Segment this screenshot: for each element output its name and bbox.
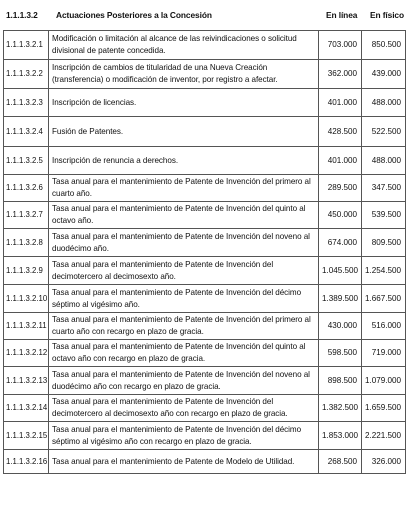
row-code: 1.1.1.3.2.5	[4, 147, 49, 175]
row-online-fee: 1.045.500	[319, 257, 362, 285]
column-header-physical: En físico	[370, 10, 405, 20]
section-code: 1.1.1.3.2	[6, 10, 38, 20]
row-code: 1.1.1.3.2.11	[4, 313, 49, 340]
section-title: Actuaciones Posteriores a la Concesión	[56, 10, 212, 20]
row-online-fee: 289.500	[319, 175, 362, 202]
row-physical-fee: 539.500	[362, 202, 406, 229]
table-row	[4, 367, 406, 395]
row-code: 1.1.1.3.2.1	[4, 31, 49, 60]
table-row	[4, 31, 406, 60]
row-code: 1.1.1.3.2.10	[4, 285, 49, 313]
row-physical-fee: 1.667.500	[362, 285, 406, 313]
table-row	[4, 313, 406, 340]
row-description: Tasa anual para el mantenimiento de Patente de Invención del noveno al duodécimo año con recargo en plazo de gracia.	[49, 367, 319, 395]
table-row	[4, 175, 406, 202]
row-code: 1.1.1.3.2.6	[4, 175, 49, 202]
table-row	[4, 450, 406, 474]
row-code: 1.1.1.3.2.3	[4, 89, 49, 117]
column-header-online: En línea	[326, 10, 358, 20]
table-header	[0, 0, 409, 30]
row-description: Fusión de Patentes.	[49, 117, 319, 147]
row-online-fee: 428.500	[319, 117, 362, 147]
row-physical-fee: 439.000	[362, 60, 406, 89]
row-online-fee: 401.000	[319, 89, 362, 117]
row-online-fee: 598.500	[319, 340, 362, 367]
table-row	[4, 89, 406, 117]
row-online-fee: 898.500	[319, 367, 362, 395]
row-physical-fee: 326.000	[362, 450, 406, 474]
row-description: Tasa anual para el mantenimiento de Patente de Invención del quinto al octavo año.	[49, 202, 319, 229]
row-physical-fee: 488.000	[362, 147, 406, 175]
row-description: Inscripción de cambios de titularidad de una Nueva Creación (transferencia) o modificación de inventor, por registro a afectar.	[49, 60, 319, 89]
row-description: Tasa anual para el mantenimiento de Patente de Invención del primero al cuarto año con recargo en plazo de gracia.	[49, 313, 319, 340]
row-physical-fee: 850.500	[362, 31, 406, 60]
row-description: Inscripción de renuncia a derechos.	[49, 147, 319, 175]
row-online-fee: 401.000	[319, 147, 362, 175]
row-description: Tasa anual para el mantenimiento de Patente de Invención del noveno al duodécimo año.	[49, 229, 319, 257]
table-row	[4, 257, 406, 285]
table-row	[4, 202, 406, 229]
row-code: 1.1.1.3.2.7	[4, 202, 49, 229]
row-code: 1.1.1.3.2.16	[4, 450, 49, 474]
row-code: 1.1.1.3.2.12	[4, 340, 49, 367]
row-online-fee: 362.000	[319, 60, 362, 89]
fee-table-body	[4, 31, 406, 474]
row-code: 1.1.1.3.2.4	[4, 117, 49, 147]
row-description: Tasa anual para el mantenimiento de Patente de Invención del décimo séptimo al vigésimo año con recargo en plazo de gracia.	[49, 422, 319, 450]
row-description: Tasa anual para el mantenimiento de Patente de Invención del primero al cuarto año.	[49, 175, 319, 202]
row-online-fee: 674.000	[319, 229, 362, 257]
fee-table	[3, 30, 406, 474]
row-online-fee: 1.853.000	[319, 422, 362, 450]
row-online-fee: 1.382.500	[319, 395, 362, 422]
row-code: 1.1.1.3.2.14	[4, 395, 49, 422]
row-physical-fee: 1.659.500	[362, 395, 406, 422]
row-description: Tasa anual para el mantenimiento de Patente de Modelo de Utilidad.	[49, 450, 319, 474]
row-description: Tasa anual para el mantenimiento de Patente de Invención del quinto al octavo año con recargo en plazo de gracia.	[49, 340, 319, 367]
row-online-fee: 1.389.500	[319, 285, 362, 313]
row-code: 1.1.1.3.2.9	[4, 257, 49, 285]
row-online-fee: 703.000	[319, 31, 362, 60]
row-online-fee: 450.000	[319, 202, 362, 229]
table-row	[4, 422, 406, 450]
table-row	[4, 340, 406, 367]
row-code: 1.1.1.3.2.13	[4, 367, 49, 395]
table-row	[4, 395, 406, 422]
row-code: 1.1.1.3.2.8	[4, 229, 49, 257]
row-description: Tasa anual para el mantenimiento de Patente de Invención del décimo séptimo al vigésimo año.	[49, 285, 319, 313]
table-row	[4, 229, 406, 257]
row-physical-fee: 809.500	[362, 229, 406, 257]
table-row	[4, 285, 406, 313]
row-physical-fee: 1.079.000	[362, 367, 406, 395]
row-physical-fee: 347.500	[362, 175, 406, 202]
row-online-fee: 268.500	[319, 450, 362, 474]
row-physical-fee: 719.000	[362, 340, 406, 367]
row-description: Tasa anual para el mantenimiento de Patente de Invención del decimotercero al decimosexto año.	[49, 257, 319, 285]
table-row	[4, 117, 406, 147]
table-row	[4, 60, 406, 89]
row-code: 1.1.1.3.2.15	[4, 422, 49, 450]
table-row	[4, 147, 406, 175]
row-description: Modificación o limitación al alcance de las reivindicaciones o solicitud divisional de patente concedida.	[49, 31, 319, 60]
row-physical-fee: 2.221.500	[362, 422, 406, 450]
row-online-fee: 430.000	[319, 313, 362, 340]
row-physical-fee: 522.500	[362, 117, 406, 147]
row-code: 1.1.1.3.2.2	[4, 60, 49, 89]
row-description: Inscripción de licencias.	[49, 89, 319, 117]
row-physical-fee: 1.254.500	[362, 257, 406, 285]
row-physical-fee: 516.000	[362, 313, 406, 340]
row-description: Tasa anual para el mantenimiento de Patente de Invención del decimotercero al decimosexto año con recargo en plazo de gracia.	[49, 395, 319, 422]
row-physical-fee: 488.000	[362, 89, 406, 117]
